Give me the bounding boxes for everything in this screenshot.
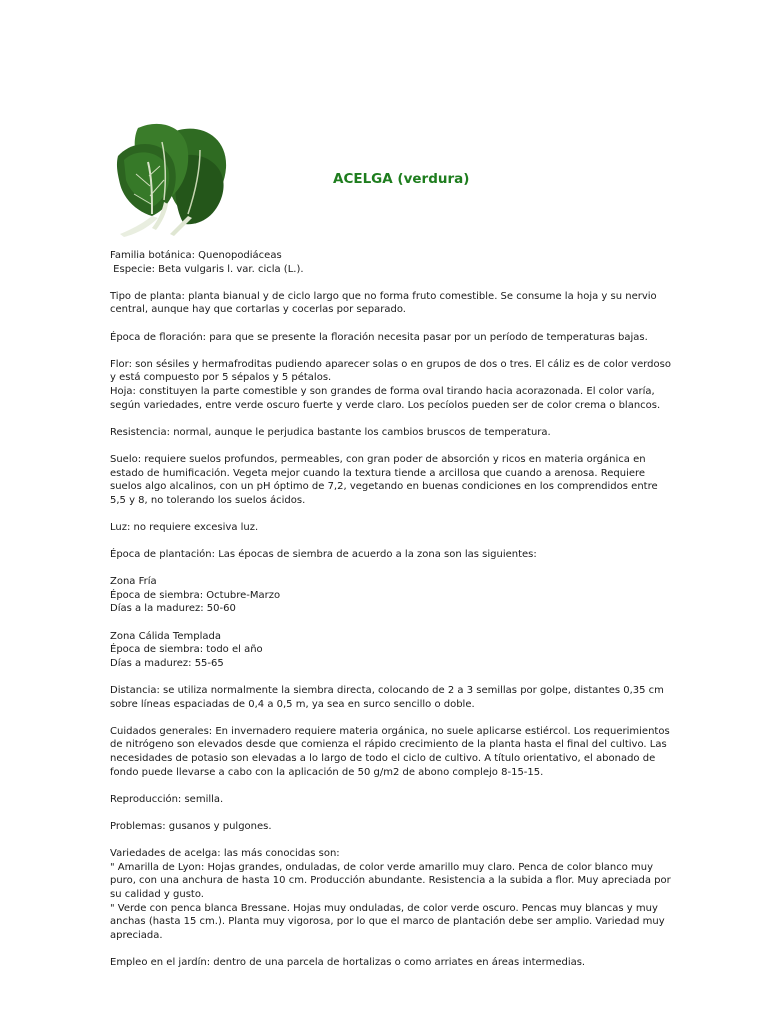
paragraph [110, 521, 662, 535]
text-line: estado de humificación. Vegeta mejor cuando la textura tiende a arcillosa que cuando a arenosa. Requiere [110, 467, 646, 479]
paragraph [110, 725, 670, 779]
chard-leaves-image [108, 116, 236, 240]
document-title: ACELGA (verdura) [333, 171, 470, 187]
text-line: " Verde con penca blanca Bressane. Hojas muy onduladas, de color verde oscuro. Pencas muy blancas y muy [110, 902, 658, 914]
text-line: Suelo: requiere suelos profundos, permeables, con gran poder de absorción y ricos en materia orgánica en [110, 453, 646, 465]
text-line: Hoja: constituyen la parte comestible y son grandes de forma oval tirando hacia acorazonada. El color varía, [110, 385, 655, 397]
paragraph [110, 847, 671, 942]
chard-leaves-illustration [108, 116, 236, 240]
text-line: Días a madurez: 55-65 [110, 657, 224, 669]
text-line: sobre líneas espaciadas de 0,4 a 0,5 m, ya sea en surco sencillo o doble. [110, 698, 475, 710]
text-line: Época de floración: para que se presente la floración necesita pasar por un período de temperaturas bajas. [110, 331, 648, 343]
paragraph [110, 548, 662, 562]
text-line: de nitrógeno son elevados desde que comienza el rápido crecimiento de la planta hasta el final del cultivo. Las [110, 739, 667, 751]
paragraph [110, 684, 662, 711]
paragraph [110, 358, 671, 412]
text-line: suelos algo alcalinos, con un pH óptimo de 7,2, vegetando en buenas condiciones en los comprendidos entre [110, 481, 658, 493]
text-line: fondo puede llevarse a cabo con la aplicación de 50 g/m2 de abono complejo 8-15-15. [110, 766, 544, 778]
paragraph [110, 575, 662, 616]
text-line: su calidad y gusto. [110, 888, 204, 900]
text-line: central, aunque hay que cortarlas y cocerlas por separado. [110, 304, 406, 316]
text-line: Luz: no requiere excesiva luz. [110, 521, 259, 533]
text-line: " Amarilla de Lyon: Hojas grandes, onduladas, de color verde amarillo muy claro. Penca de color blanco muy [110, 861, 654, 873]
text-line: Empleo en el jardín: dentro de una parcela de hortalizas o como arriates en áreas intermedias. [110, 956, 586, 968]
paragraph [110, 249, 662, 276]
text-line: Época de siembra: Octubre-Marzo [110, 589, 281, 601]
document-body [110, 249, 671, 983]
paragraph [110, 956, 662, 970]
text-line: Reproducción: semilla. [110, 793, 224, 805]
text-line: Cuidados generales: En invernadero requiere materia orgánica, no suele aplicarse estiércol. Los requerimientos [110, 725, 670, 737]
text-line: Zona Cálida Templada [110, 630, 221, 642]
paragraph [110, 630, 662, 671]
text-line: Época de plantación: Las épocas de siembra de acuerdo a la zona son las siguientes: [110, 549, 537, 561]
text-line: 5,5 y 8, no tolerando los suelos ácidos. [110, 494, 306, 506]
text-line: Resistencia: normal, aunque le perjudica bastante los cambios bruscos de temperatura. [110, 426, 551, 438]
text-line: Variedades de acelga: las más conocidas son: [110, 848, 340, 860]
text-line: Familia botánica: Quenopodiáceas [110, 250, 282, 261]
paragraph [110, 820, 662, 834]
text-line: Días a la madurez: 50-60 [110, 603, 236, 615]
paragraph [110, 453, 662, 507]
text-line: Flor: son sésiles y hermafroditas pudiendo aparecer solas o en grupos de dos o tres. El cáliz es de color verdoso [110, 358, 671, 370]
text-line: Zona Fría [110, 576, 157, 588]
text-line: Época de siembra: todo el año [110, 644, 263, 656]
text-line: puro, con una anchura de hasta 10 cm. Producción abundante. Resistencia a la subida a flor. Muy apreciada por [110, 875, 671, 887]
paragraph [110, 793, 662, 807]
text-line: Problemas: gusanos y pulgones. [110, 820, 272, 832]
text-line: necesidades de potasio son elevadas a lo largo de todo el ciclo de cultivo. A título orientativo, el abonado de [110, 752, 656, 764]
paragraph [110, 290, 662, 317]
text-line: Especie: Beta vulgaris l. var. cicla (L.). [110, 263, 304, 275]
paragraph [110, 426, 662, 440]
text-line: anchas (hasta 15 cm.). Planta muy vigorosa, por lo que el marco de plantación debe ser amplio. Variedad muy [110, 916, 665, 928]
text-line: y está compuesto por 5 sépalos y 5 pétalos. [110, 372, 332, 384]
text-line: Tipo de planta: planta bianual y de ciclo largo que no forma fruto comestible. Se consume la hoja y su nervio [110, 290, 657, 302]
text-line: apreciada. [110, 929, 163, 941]
text-line: Distancia: se utiliza normalmente la siembra directa, colocando de 2 a 3 semillas por golpe, distantes 0,35 cm [110, 685, 664, 696]
paragraph [110, 331, 662, 345]
text-line: según variedades, entre verde oscuro fuerte y verde claro. Los pecíolos pueden ser de color crema o blancos. [110, 399, 661, 411]
